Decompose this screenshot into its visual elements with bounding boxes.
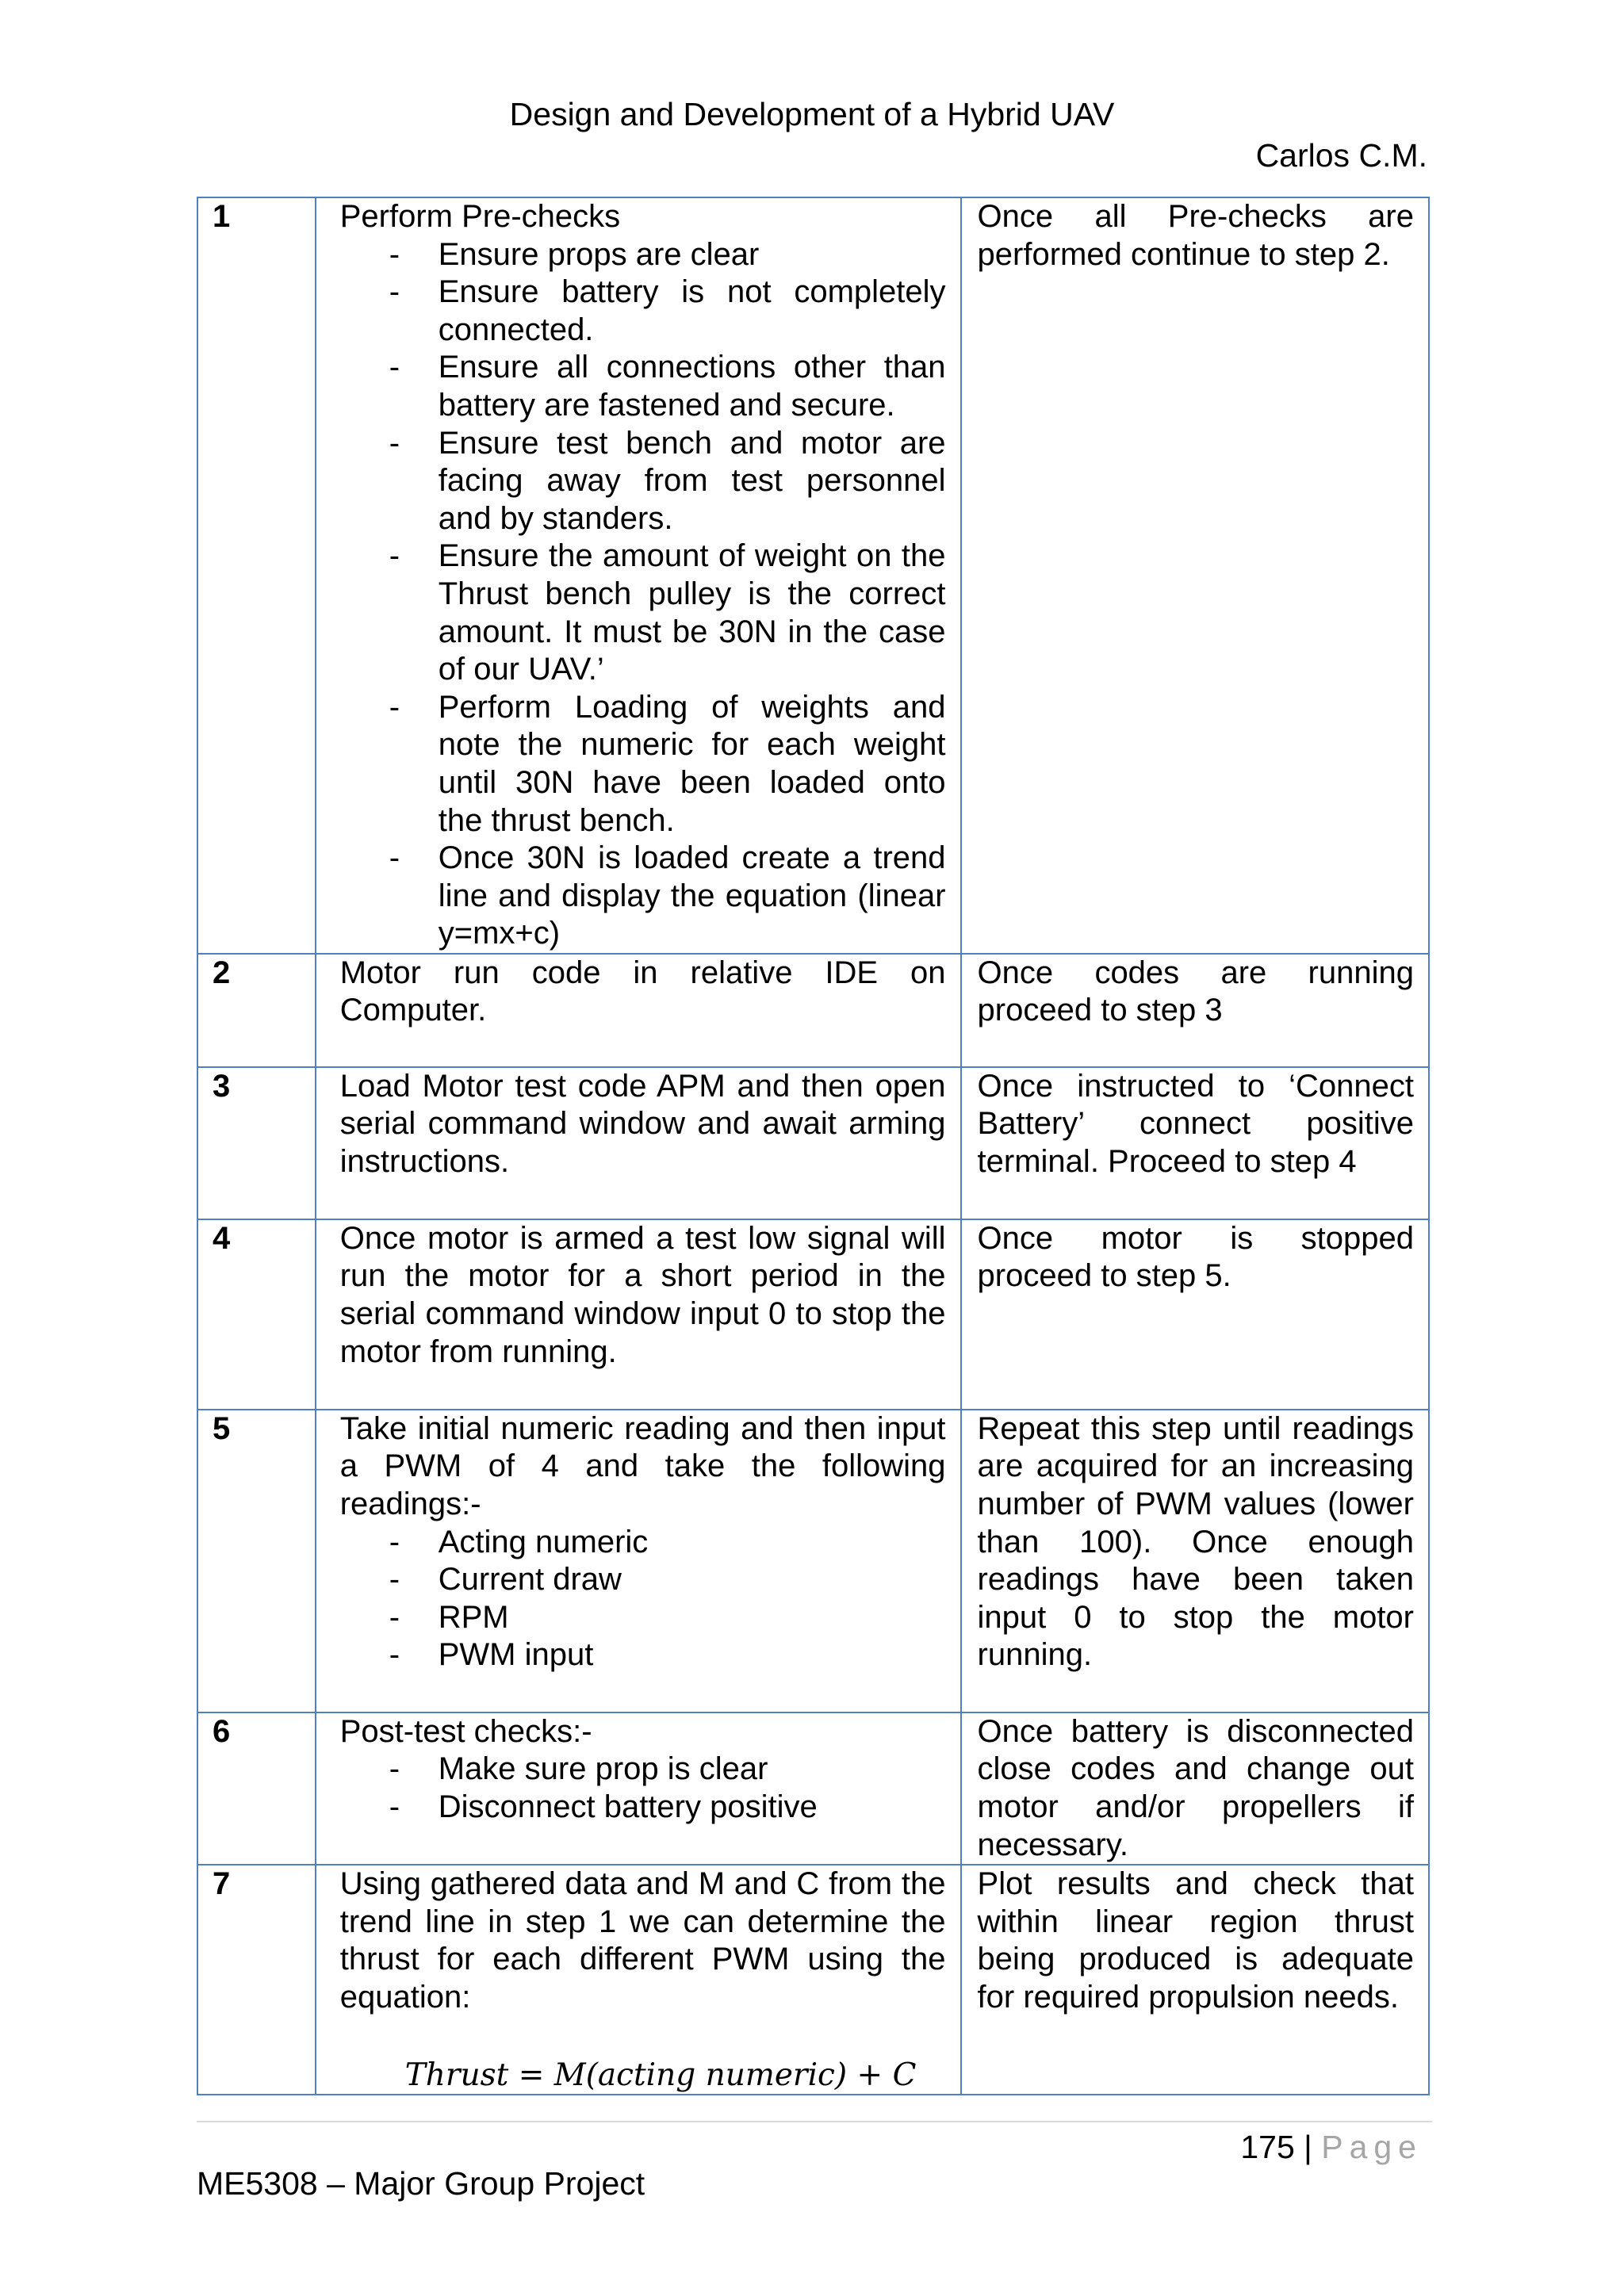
step-action	[316, 1865, 961, 2095]
page-word: Page	[1321, 2129, 1423, 2165]
footer-project-name: ME5308 – Major Group Project	[197, 2165, 645, 2202]
table-row	[197, 1865, 1429, 2095]
list-item: - Acting numeric	[389, 1524, 649, 1559]
step-action	[316, 1712, 961, 1865]
list-item: - PWM input	[389, 1637, 594, 1673]
step-action	[316, 1410, 961, 1712]
step-intro: Using gathered data and M and C from the trend line in step 1 we can determine the thrust for each different PWM using the equation:	[339, 1866, 946, 2015]
list-item: - Ensure test bench and motor are facing away from test personnel and by standers.	[389, 425, 946, 536]
list-item: - Once 30N is loaded create a trend line and display the equation (linear y=mx+c)	[389, 840, 946, 951]
step-action: Once motor is armed a test low signal will run the motor for a short period in the serial command window input 0 to stop the motor from running.	[316, 1219, 961, 1410]
table-row	[197, 954, 1429, 1067]
step-result: Plot results and check that within linear region thrust being produced is adequate for required propulsion needs.	[961, 1865, 1429, 2095]
step-action: Load Motor test code APM and then open serial command window and await arming instructions.	[316, 1067, 961, 1219]
table-row	[197, 1410, 1429, 1712]
step-result: Repeat this step until readings are acquired for an increasing number of PWM values (lower than 100). Once enough readings have been taken input 0 to stop the motor running.	[961, 1410, 1429, 1712]
step-number: 1	[197, 197, 316, 954]
step-number: 7	[197, 1865, 316, 2095]
document-title: Design and Development of a Hybrid UAV	[509, 96, 1115, 132]
step-bullet-list	[340, 236, 946, 953]
footer-divider	[197, 2121, 1432, 2122]
list-item: - Disconnect battery positive	[389, 1789, 818, 1825]
step-number: 5	[197, 1410, 316, 1712]
step-bullet-list	[340, 1751, 946, 1826]
table-row	[197, 197, 1429, 954]
list-item: - Perform Loading of weights and note the numeric for each weight until 30N have been loaded onto the thrust bench.	[389, 689, 946, 838]
step-result: Once all Pre-checks are performed continue to step 2.	[961, 197, 1429, 954]
step-number: 6	[197, 1712, 316, 1865]
step-result: Once instructed to ‘Connect Battery’ connect positive terminal. Proceed to step 4	[961, 1067, 1429, 1219]
step-action	[316, 197, 961, 954]
step-result: Once motor is stopped proceed to step 5.	[961, 1219, 1429, 1410]
list-item: - Current draw	[389, 1562, 622, 1598]
list-item: - Ensure battery is not completely connected.	[389, 274, 946, 347]
list-item: - RPM	[389, 1599, 509, 1635]
table-row	[197, 1219, 1429, 1410]
step-number: 4	[197, 1219, 316, 1410]
step-intro: Take initial numeric reading and then input a PWM of 4 and take the following readings:-	[339, 1410, 946, 1522]
step-number: 2	[197, 954, 316, 1067]
page-number-separator: |	[1304, 2129, 1312, 2165]
step-intro: Perform Pre-checks	[339, 199, 621, 234]
thrust-equation: Thrust = M(acting numeric) + C	[404, 2057, 917, 2093]
step-result: Once battery is disconnected close codes and change out motor and/or propellers if necessary.	[961, 1712, 1429, 1865]
list-item: - Ensure the amount of weight on the Thrust bench pulley is the correct amount. It must be 30N in the case of our UAV.’	[389, 538, 946, 687]
step-result: Once codes are running proceed to step 3	[961, 954, 1429, 1067]
step-bullet-list	[340, 1524, 946, 1674]
step-action: Motor run code in relative IDE on Computer.	[316, 954, 961, 1067]
step-number: 3	[197, 1067, 316, 1219]
table-row	[197, 1712, 1429, 1865]
page-number-value: 175	[1240, 2129, 1295, 2165]
list-item: - Make sure prop is clear	[389, 1751, 768, 1787]
table-row	[197, 1067, 1429, 1219]
document-author: Carlos C.M.	[1255, 137, 1427, 174]
step-intro: Post-test checks:-	[339, 1713, 592, 1749]
page-number	[1240, 2125, 1423, 2169]
list-item: - Ensure all connections other than battery are fastened and secure.	[389, 350, 946, 423]
procedure-table	[197, 197, 1430, 2095]
list-item: - Ensure props are clear	[389, 236, 760, 272]
